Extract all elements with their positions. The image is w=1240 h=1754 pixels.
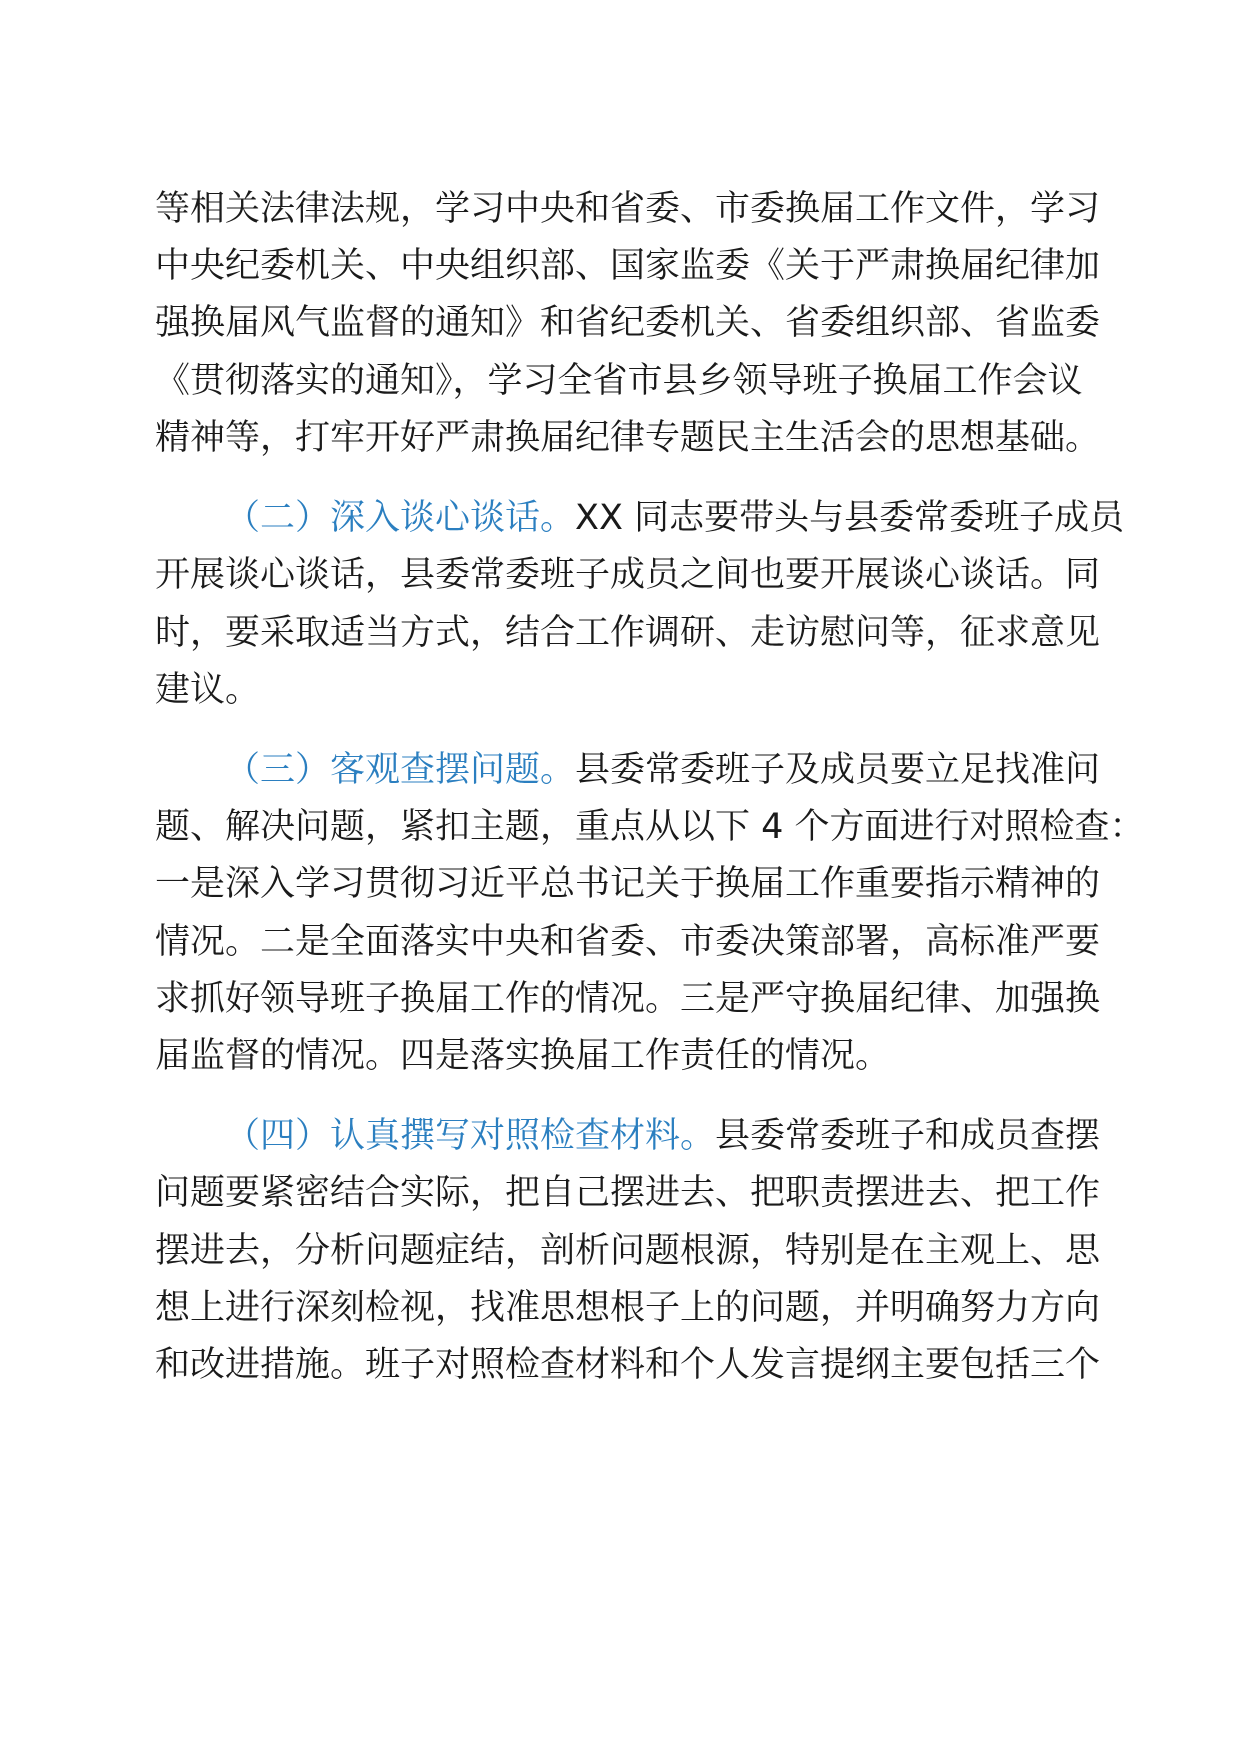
section-first-line	[225, 750, 1100, 790]
section-first-line	[225, 1116, 1100, 1156]
section-heading: （三）客观查摆问题。	[225, 750, 576, 790]
section-text: 县委常委班子及成员要立足找准问	[575, 750, 1101, 790]
paragraph-line: 想上进行深刻检视，找准思想根子上的问题，并明确努力方向	[155, 1288, 1101, 1328]
paragraph-line: 题、解决问题，紧扣主题，重点从以下 4 个方面进行对照检查：	[155, 807, 1145, 847]
paragraph-line: 精神等，打牢开好严肃换届纪律专题民主生活会的思想基础。	[155, 418, 1101, 458]
paragraph-line: 届监督的情况。四是落实换届工作责任的情况。	[155, 1036, 891, 1076]
paragraph-line: 一是深入学习贯彻习近平总书记关于换届工作重要指示精神的	[155, 864, 1101, 904]
section-text: XX 同志要带头与县委常委班子成员	[575, 498, 1125, 538]
section-heading: （四）认真撰写对照检查材料。	[225, 1116, 716, 1156]
paragraph-line: 等相关法律法规，学习中央和省委、市委换届工作文件，学习	[155, 189, 1101, 229]
paragraph-line: 强换届风气监督的通知》和省纪委机关、省委组织部、省监委	[155, 303, 1101, 343]
paragraph-line: 《贯彻落实的通知》，学习全省市县乡领导班子换届工作会议	[155, 361, 1083, 401]
section-first-line	[225, 498, 1124, 538]
section-heading: （二）深入谈心谈话。	[225, 498, 576, 538]
section-text: 县委常委班子和成员查摆	[715, 1116, 1101, 1156]
paragraph-line: 问题要紧密结合实际，把自己摆进去、把职责摆进去、把工作	[155, 1173, 1101, 1213]
paragraph-line: 求抓好领导班子换届工作的情况。三是严守换届纪律、加强换	[155, 979, 1101, 1019]
paragraph-line: 开展谈心谈话，县委常委班子成员之间也要开展谈心谈话。同	[155, 555, 1101, 595]
paragraph-line: 中央纪委机关、中央组织部、国家监委《关于严肃换届纪律加	[155, 246, 1101, 286]
paragraph-line: 摆进去，分析问题症结，剖析问题根源，特别是在主观上、思	[155, 1231, 1101, 1271]
paragraph-line: 时，要采取适当方式，结合工作调研、走访慰问等，征求意见	[155, 613, 1101, 653]
paragraph-line: 和改进措施。班子对照检查材料和个人发言提纲主要包括三个	[155, 1345, 1101, 1385]
paragraph-line: 情况。二是全面落实中央和省委、市委决策部署，高标准严要	[155, 922, 1101, 962]
paragraph-line: 建议。	[155, 670, 261, 710]
